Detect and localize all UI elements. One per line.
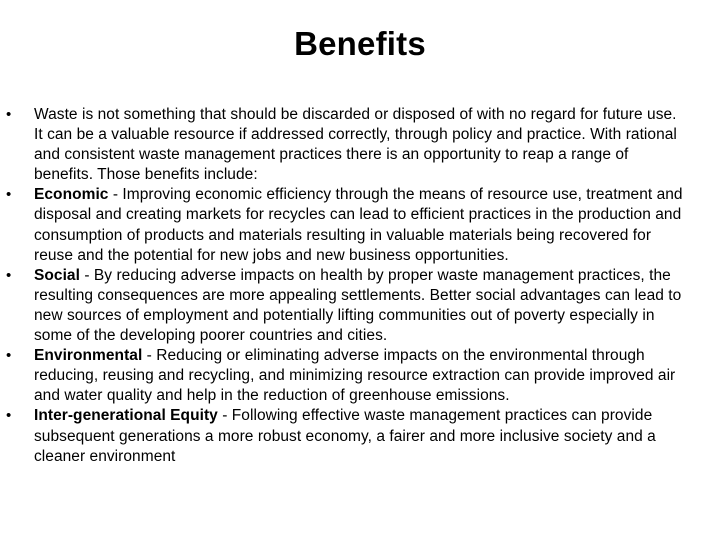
bullet-term: Social: [34, 266, 80, 284]
bullet-text: - Following effective waste management practices can provide subsequent generations a more robust economy, a fairer and more inclusive society and a cleaner environment: [34, 407, 656, 465]
bullet-icon: •: [6, 407, 12, 425]
bullet-item-economic: [6, 185, 684, 265]
bullet-item-intro: [6, 105, 684, 185]
bullet-term: Inter-generational Equity: [34, 407, 218, 425]
bullet-icon: •: [6, 347, 12, 365]
bullet-text: - By reducing adverse impacts on health by proper waste management practices, the resulting consequences are more appealing settlements. Better social advantages can lead to new sources of employment and potentially lifting communities out of poverty especially in some of the developing poorer countries and cities.: [34, 266, 682, 345]
bullet-term: Environmental: [34, 347, 143, 365]
bullet-item-social: [6, 266, 684, 346]
bullet-text: - Reducing or eliminating adverse impacts on the environmental through reducing, reusing and recycling, and minimizing resource extraction can provide improved air and water quality and help in the reduction of greenhouse emissions.: [34, 347, 676, 405]
bullet-list: [0, 105, 720, 467]
bullet-item-environmental: [6, 346, 684, 406]
bullet-item-intergenerational-equity: [6, 406, 684, 466]
bullet-icon: •: [6, 266, 12, 284]
bullet-term: Economic: [34, 186, 109, 204]
bullet-icon: •: [6, 106, 12, 123]
bullet-text: - Improving economic efficiency through the means of resource use, treatment and disposal and creating markets for recycles can lead to efficient practices in the production and consumption of products and materials resulting in valuable materials being recovered for reuse and the potential for new jobs and new business opportunities.: [34, 186, 683, 264]
bullet-icon: •: [6, 186, 12, 204]
bullet-text: Waste is not something that should be discarded or disposed of with no regard for future use. It can be a valuable resource if addressed correctly, through policy and practice. With rational and consistent waste management practices there is an opportunity to reap a range of benefits. Those benefits include:: [34, 106, 677, 184]
slide-title: Benefits: [294, 25, 426, 62]
